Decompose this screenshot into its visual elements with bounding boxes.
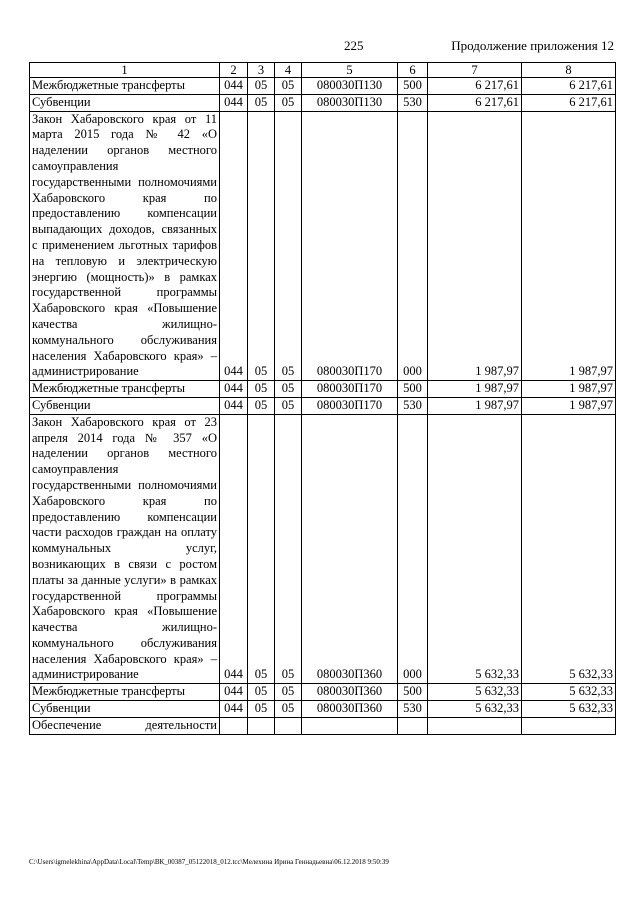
cell-code: 044 xyxy=(220,701,248,718)
table-row xyxy=(30,717,616,734)
cell-amount: 5 632,33 xyxy=(428,701,522,718)
cell-subsection: 05 xyxy=(275,684,302,701)
cell-section: 05 xyxy=(248,78,275,95)
cell-amount: 5 632,33 xyxy=(428,414,522,684)
cell-code: 044 xyxy=(220,111,248,381)
cell-amount xyxy=(428,717,522,734)
cell-target: 080030П360 xyxy=(302,684,398,701)
cell-type: 000 xyxy=(398,414,428,684)
cell-subsection: 05 xyxy=(275,381,302,398)
cell-type: 000 xyxy=(398,111,428,381)
cell-amount: 6 217,61 xyxy=(428,94,522,111)
cell-code: 044 xyxy=(220,397,248,414)
cell-type: 500 xyxy=(398,684,428,701)
cell-amount: 1 987,97 xyxy=(522,381,616,398)
table-row xyxy=(30,381,616,398)
column-header: 2 xyxy=(220,63,248,78)
cell-target: 080030П360 xyxy=(302,701,398,718)
cell-amount: 6 217,61 xyxy=(522,78,616,95)
cell-target xyxy=(302,717,398,734)
cell-amount: 1 987,97 xyxy=(428,381,522,398)
cell-code xyxy=(220,717,248,734)
cell-amount: 1 987,97 xyxy=(428,111,522,381)
column-header: 1 xyxy=(30,63,220,78)
column-header: 7 xyxy=(428,63,522,78)
cell-type: 530 xyxy=(398,701,428,718)
table-row xyxy=(30,78,616,95)
cell-target: 080030П170 xyxy=(302,397,398,414)
cell-type xyxy=(398,717,428,734)
cell-subsection: 05 xyxy=(275,414,302,684)
cell-type: 530 xyxy=(398,397,428,414)
cell-amount: 1 987,97 xyxy=(428,397,522,414)
row-name: Субвенции xyxy=(30,397,220,414)
row-name: Субвенции xyxy=(30,701,220,718)
cell-amount: 5 632,33 xyxy=(522,684,616,701)
column-header: 4 xyxy=(275,63,302,78)
continuation-label: Продолжение приложения 12 xyxy=(451,38,614,53)
column-header: 5 xyxy=(302,63,398,78)
cell-code: 044 xyxy=(220,78,248,95)
cell-code: 044 xyxy=(220,684,248,701)
row-name: Закон Хабаровского края от 11 марта 2015 года № 42 «О наделении органов местного самоуправления государственными полномочиями Хабаровского края по предоставлению компенсации выпадающих доходов, связанных с применением льготных тарифов на тепловую и электрическую энергию (мощность)» в рамках государственной программы Хабаровского края «Повышение качества жилищно-коммунального обслуживания населения Хабаровского края» – администрирование xyxy=(30,111,220,381)
cell-type: 500 xyxy=(398,78,428,95)
cell-amount: 5 632,33 xyxy=(522,701,616,718)
row-name: Межбюджетные трансферты xyxy=(30,78,220,95)
cell-code: 044 xyxy=(220,94,248,111)
cell-subsection: 05 xyxy=(275,94,302,111)
cell-target: 080030П130 xyxy=(302,78,398,95)
cell-target: 080030П170 xyxy=(302,111,398,381)
table-row xyxy=(30,684,616,701)
table-row xyxy=(30,94,616,111)
row-name: Закон Хабаровского края от 23 апреля 2014 года № 357 «О наделении органов местного самоуправления государственными полномочиями Хабаровского края по предоставлению компенсации части расходов граждан на оплату коммунальных услуг, возникающих в связи с ростом платы за данные услуги» в рамках государственной программы Хабаровского края «Повышение качества жилищно-коммунального обслуживания населения Хабаровского края» – администрирование xyxy=(30,414,220,684)
cell-amount: 6 217,61 xyxy=(428,78,522,95)
cell-code: 044 xyxy=(220,414,248,684)
cell-subsection: 05 xyxy=(275,78,302,95)
row-name: Обеспечение деятельности xyxy=(30,717,220,734)
page-number: 225 xyxy=(344,38,364,53)
column-header: 3 xyxy=(248,63,275,78)
row-name: Субвенции xyxy=(30,94,220,111)
table-row xyxy=(30,414,616,684)
file-path-footer: C:\Users\igmelekhina\AppData\Local\Temp\ВК_00387_05122018_012.tcc\Мелехина Ирина Геннадьевна\06.12.2018 9:50:39 xyxy=(29,858,389,866)
cell-amount: 1 987,97 xyxy=(522,397,616,414)
table-row xyxy=(30,701,616,718)
table-row xyxy=(30,397,616,414)
cell-subsection: 05 xyxy=(275,701,302,718)
cell-type: 530 xyxy=(398,94,428,111)
cell-section xyxy=(248,717,275,734)
cell-section: 05 xyxy=(248,111,275,381)
cell-type: 500 xyxy=(398,381,428,398)
cell-subsection: 05 xyxy=(275,397,302,414)
cell-amount: 1 987,97 xyxy=(522,111,616,381)
column-header-row xyxy=(30,63,616,78)
row-name: Межбюджетные трансферты xyxy=(30,684,220,701)
cell-target: 080030П360 xyxy=(302,414,398,684)
cell-subsection xyxy=(275,717,302,734)
cell-amount xyxy=(522,717,616,734)
budget-table xyxy=(29,62,616,735)
cell-amount: 5 632,33 xyxy=(428,684,522,701)
column-header: 8 xyxy=(522,63,616,78)
cell-subsection: 05 xyxy=(275,111,302,381)
cell-section: 05 xyxy=(248,414,275,684)
cell-section: 05 xyxy=(248,701,275,718)
cell-code: 044 xyxy=(220,381,248,398)
row-name: Межбюджетные трансферты xyxy=(30,381,220,398)
cell-section: 05 xyxy=(248,684,275,701)
cell-target: 080030П170 xyxy=(302,381,398,398)
cell-section: 05 xyxy=(248,397,275,414)
cell-amount: 6 217,61 xyxy=(522,94,616,111)
cell-section: 05 xyxy=(248,381,275,398)
cell-target: 080030П130 xyxy=(302,94,398,111)
column-header: 6 xyxy=(398,63,428,78)
table-row xyxy=(30,111,616,381)
cell-amount: 5 632,33 xyxy=(522,414,616,684)
cell-section: 05 xyxy=(248,94,275,111)
